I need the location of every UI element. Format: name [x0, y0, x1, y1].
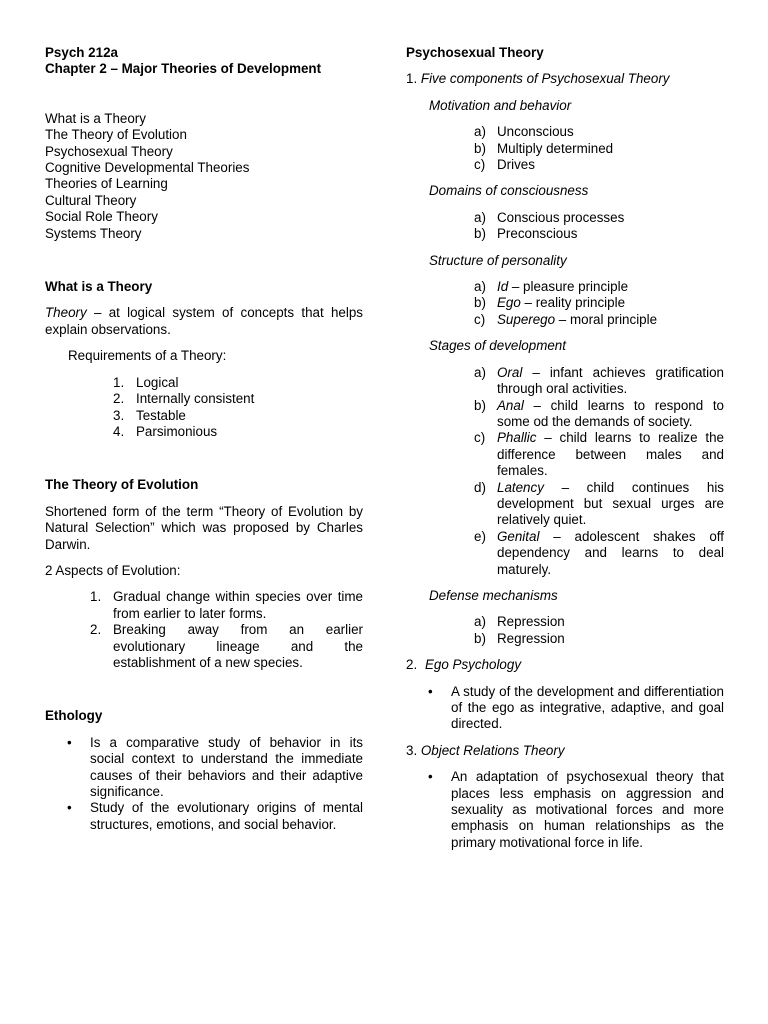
theory-term: Theory: [45, 305, 87, 321]
object-relations-list: [406, 769, 724, 851]
list-item: b) Anal – child learns to respond to some od the demands of society.: [474, 397, 724, 429]
list-item: 1. Gradual change within species over time from earlier to later forms.: [90, 589, 363, 621]
toc-item: The Theory of Evolution: [45, 127, 187, 143]
requirements-label: Requirements of a Theory:: [68, 348, 227, 364]
requirements-list: [45, 375, 363, 441]
list-item: c) Drives: [474, 157, 535, 173]
list-item: b) Multiply determined: [474, 140, 614, 156]
subsection-3-title: Object Relations Theory: [420, 742, 565, 758]
stages-title: Stages of development: [429, 338, 566, 354]
list-item: 3. Testable: [113, 407, 186, 423]
bullet-icon: •: [67, 734, 72, 750]
toc-item: Social Role Theory: [45, 209, 158, 225]
theory-definition-text: – at logical system of concepts that helps explain observations.: [45, 305, 363, 337]
list-item: 4. Parsimonious: [113, 423, 218, 439]
subsection-2: 2. Ego Psychology: [406, 657, 522, 673]
domains-list: [406, 210, 724, 243]
course-title: Psych 212a: [45, 45, 118, 60]
motivation-title: Motivation and behavior: [429, 97, 572, 113]
toc-item: Systems Theory: [45, 225, 142, 241]
toc-item: Cultural Theory: [45, 192, 137, 208]
ethology-list: [45, 735, 363, 833]
defense-title: Defense mechanisms: [429, 587, 558, 603]
subsection-2-title: Ego Psychology: [425, 657, 522, 673]
toc-item: What is a Theory: [45, 110, 146, 126]
structure-title: Structure of personality: [429, 252, 567, 268]
left-column: [45, 45, 363, 833]
section-heading-theory: What is a Theory: [45, 279, 153, 295]
list-item: 2. Breaking away from an earlier evolutionary lineage and the establishment of a new species.: [90, 622, 363, 670]
toc-item: Psychosexual Theory: [45, 143, 173, 159]
bullet-icon: •: [428, 769, 433, 785]
list-item: 1. Logical: [113, 374, 179, 390]
subsection-1-title: Five components of Psychosexual Theory: [420, 71, 670, 87]
evolution-text: Shortened form of the term “Theory of Evolution by Natural Selection” which was proposed by Charles Darwin.: [45, 503, 363, 552]
toc-item: Theories of Learning: [45, 176, 168, 192]
aspects-list: [45, 589, 363, 671]
list-item: a) Id – pleasure principle: [474, 279, 629, 295]
section-heading-evolution: The Theory of Evolution: [45, 477, 199, 493]
list-item: a) Conscious processes: [474, 209, 625, 225]
motivation-list: [406, 124, 724, 173]
list-item: • An adaptation of psychosexual theory that places less emphasis on aggression and sexuality as motivational forces and more emphasis on human relationships as the primary motivational force in life.: [428, 769, 724, 850]
list-item: b) Regression: [474, 630, 565, 646]
toc-item: Cognitive Developmental Theories: [45, 160, 250, 176]
list-item: b) Preconscious: [474, 226, 578, 242]
theory-definition: [45, 305, 363, 338]
list-item: • A study of the development and differentiation of the ego as integrative, adaptive, and goal directed.: [428, 683, 724, 732]
section-heading-ethology: Ethology: [45, 708, 103, 724]
list-item: b) Ego – reality principle: [474, 295, 626, 311]
subsection-3: 3. Object Relations Theory: [406, 742, 565, 758]
list-item: a) Unconscious: [474, 124, 574, 140]
ego-psychology-list: [406, 684, 724, 733]
list-item: c) Phallic – child learns to realize the difference between males and females.: [474, 430, 724, 479]
right-column: [406, 45, 724, 851]
list-item: 2. Internally consistent: [113, 391, 255, 407]
bullet-icon: •: [67, 800, 72, 816]
list-item: a) Repression: [474, 614, 565, 630]
aspects-label: 2 Aspects of Evolution:: [45, 562, 181, 578]
stages-list: [406, 365, 724, 578]
chapter-title: Chapter 2 – Major Theories of Development: [45, 61, 322, 77]
defense-list: [406, 614, 724, 647]
list-item: e) Genital – adolescent shakes off dependency and learns to deal maturely.: [474, 528, 724, 577]
list-item: • Is a comparative study of behavior in its social context to understand the immediate causes of their behaviors and their adaptive significance.: [67, 734, 363, 799]
domains-title: Domains of consciousness: [429, 183, 589, 199]
subsection-1: 1. Five components of Psychosexual Theory: [406, 71, 670, 87]
structure-list: [406, 279, 724, 328]
table-of-contents: [45, 111, 363, 242]
section-heading-psychosexual: Psychosexual Theory: [406, 45, 544, 60]
list-item: a) Oral – infant achieves gratification through oral activities.: [474, 364, 724, 397]
bullet-icon: •: [428, 683, 433, 699]
list-item: • Study of the evolutionary origins of mental structures, emotions, and social behavior.: [67, 800, 363, 832]
list-item: d) Latency – child continues his development but sexual urges are relatively quiet.: [474, 479, 724, 528]
list-item: c) Superego – moral principle: [474, 311, 658, 327]
